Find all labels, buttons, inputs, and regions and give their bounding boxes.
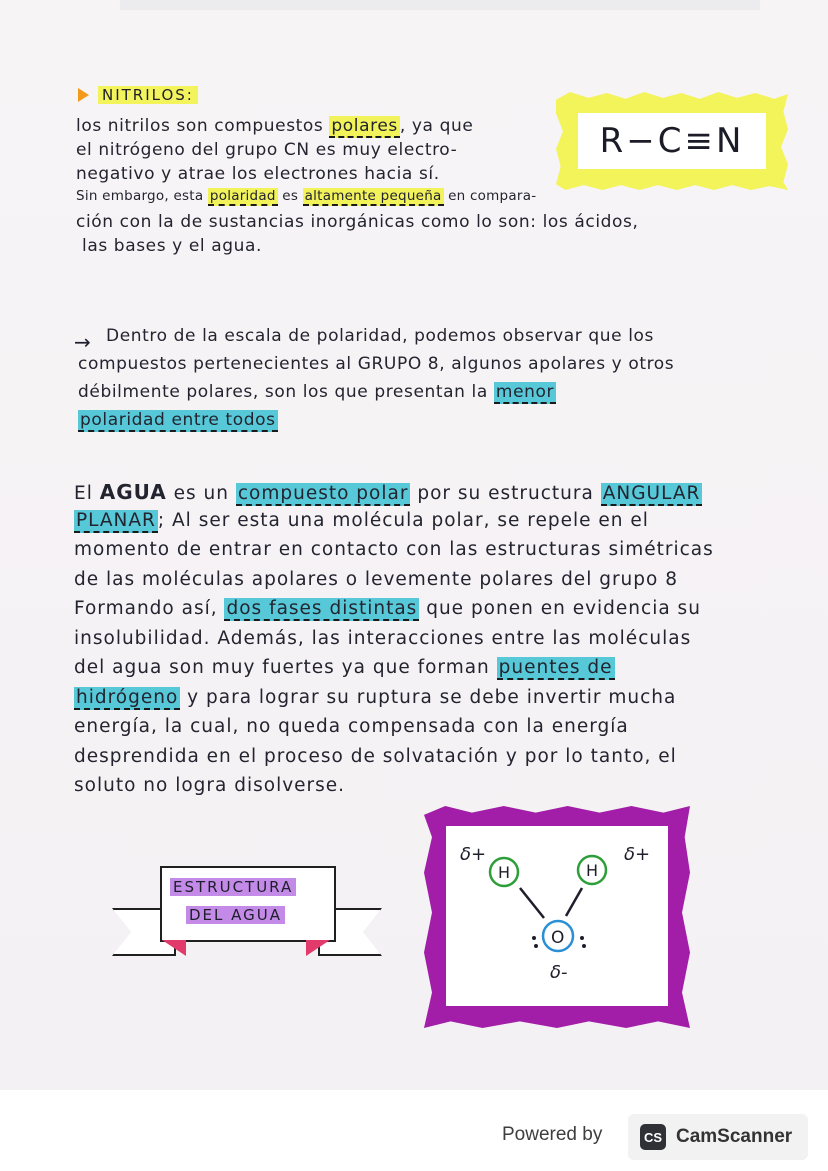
text-run: Dentro de la escala de polaridad, podemos observar que los bbox=[106, 326, 654, 346]
text-run: en compara- bbox=[443, 188, 537, 204]
bold-word: AGUA bbox=[99, 480, 167, 504]
bond-right bbox=[566, 888, 582, 916]
text-line bbox=[74, 510, 649, 531]
text-line bbox=[74, 746, 677, 767]
text-line bbox=[78, 410, 278, 430]
ribbon-fold-right bbox=[306, 940, 330, 956]
text-line bbox=[106, 326, 654, 346]
text-line bbox=[74, 628, 691, 649]
text-line bbox=[78, 354, 674, 374]
text-line bbox=[78, 382, 556, 402]
text-run: ; Al ser esta una molécula polar, se repele en el bbox=[157, 509, 649, 531]
text-line bbox=[76, 116, 473, 136]
highlighted-text: polaridad entre todos bbox=[80, 410, 276, 430]
text-run: Sin embargo, esta bbox=[76, 188, 208, 204]
ribbon-fold-left bbox=[162, 940, 186, 956]
powered-by-text: Powered by bbox=[502, 1124, 603, 1145]
highlighted-text: altamente pequeña bbox=[304, 188, 442, 204]
banner-line-2: DEL AGUA bbox=[186, 906, 285, 924]
delta-minus: δ- bbox=[550, 962, 568, 983]
text-run: los nitrilos son compuestos bbox=[76, 116, 330, 136]
text-run: ción con la de sustancias inorgánicas como lo son: los ácidos, bbox=[76, 212, 639, 232]
camscanner-brand: CamScanner bbox=[676, 1126, 793, 1147]
highlighted-text: PLANAR bbox=[76, 509, 156, 531]
text-run: las bases y el agua. bbox=[82, 236, 263, 256]
banner-line-1: ESTRUCTURA bbox=[170, 878, 296, 896]
text-line bbox=[74, 569, 678, 590]
text-run: compuestos pertenecientes al GRUPO 8, algunos apolares y otros bbox=[78, 354, 675, 374]
highlighted-text: polaridad bbox=[209, 188, 276, 204]
text-line bbox=[82, 236, 262, 256]
text-run: negativo y atrae los electrones hacia sí. bbox=[76, 164, 440, 184]
camscanner-logo-icon: CS bbox=[640, 1124, 666, 1150]
text-line bbox=[74, 480, 702, 504]
arrow-bullet-icon: → bbox=[74, 330, 91, 354]
highlighted-text: ANGULAR bbox=[602, 483, 701, 504]
oxygen-label: O bbox=[551, 928, 565, 948]
text-run: , ya que bbox=[399, 116, 474, 136]
text-run: y para lograr su ruptura se debe invertir mucha bbox=[180, 686, 677, 708]
text-run: que ponen en evidencia su bbox=[419, 598, 701, 619]
highlighted-text: polares bbox=[331, 116, 398, 136]
text-line bbox=[76, 188, 536, 204]
lone-pair-dot bbox=[532, 936, 536, 940]
hydrogen-left-label: H bbox=[498, 863, 511, 882]
text-line bbox=[74, 716, 629, 737]
text-run: el nitrógeno del grupo CN es muy electro- bbox=[76, 140, 458, 160]
text-line bbox=[76, 140, 457, 160]
text-line bbox=[76, 212, 639, 232]
text-run: El bbox=[74, 483, 100, 504]
text-run: soluto no logra disolverse. bbox=[74, 775, 346, 796]
text-line bbox=[74, 657, 615, 678]
text-line bbox=[74, 539, 714, 560]
triangle-bullet-icon bbox=[78, 88, 89, 102]
bond-left bbox=[520, 888, 544, 918]
text-run: del agua son muy fuertes ya que forman bbox=[74, 657, 497, 678]
text-line bbox=[74, 775, 345, 796]
lone-pair-dot bbox=[534, 944, 538, 948]
text-line bbox=[76, 164, 440, 184]
page-top-edge bbox=[120, 0, 760, 10]
highlighted-text: dos fases distintas bbox=[226, 598, 418, 619]
text-run: energía, la cual, no queda compensada con la energía bbox=[74, 716, 629, 737]
text-line bbox=[74, 598, 701, 619]
text-run: Formando así, bbox=[74, 598, 225, 619]
text-line bbox=[74, 687, 676, 708]
text-run: débilmente polares, son los que presentan la bbox=[78, 382, 494, 402]
text-run: insolubilidad. Además, las interacciones entre las moléculas bbox=[74, 627, 692, 649]
nitrile-formula: R−C≡N bbox=[578, 113, 766, 169]
hydrogen-right-label: H bbox=[586, 861, 599, 880]
highlighted-text: hidrógeno bbox=[76, 686, 179, 708]
delta-plus-left: δ+ bbox=[460, 844, 487, 865]
delta-plus-right: δ+ bbox=[624, 844, 651, 865]
text-run: desprendida en el proceso de solvatación y por lo tanto, el bbox=[74, 745, 677, 767]
highlighted-text: puentes de bbox=[498, 657, 613, 678]
water-molecule-diagram bbox=[446, 826, 668, 1006]
highlighted-text: compuesto polar bbox=[237, 483, 409, 504]
highlighted-text: menor bbox=[495, 382, 555, 402]
text-run: por su estructura bbox=[410, 483, 601, 504]
section-title-nitrilos: NITRILOS: bbox=[98, 86, 198, 104]
text-run: es un bbox=[166, 483, 236, 504]
lone-pair-dot bbox=[582, 944, 586, 948]
lone-pair-dot bbox=[580, 936, 584, 940]
text-run: es bbox=[277, 188, 303, 204]
text-run: de las moléculas apolares o levemente polares del grupo 8 bbox=[74, 568, 678, 590]
text-run: momento de entrar en contacto con las estructuras simétricas bbox=[74, 539, 714, 560]
